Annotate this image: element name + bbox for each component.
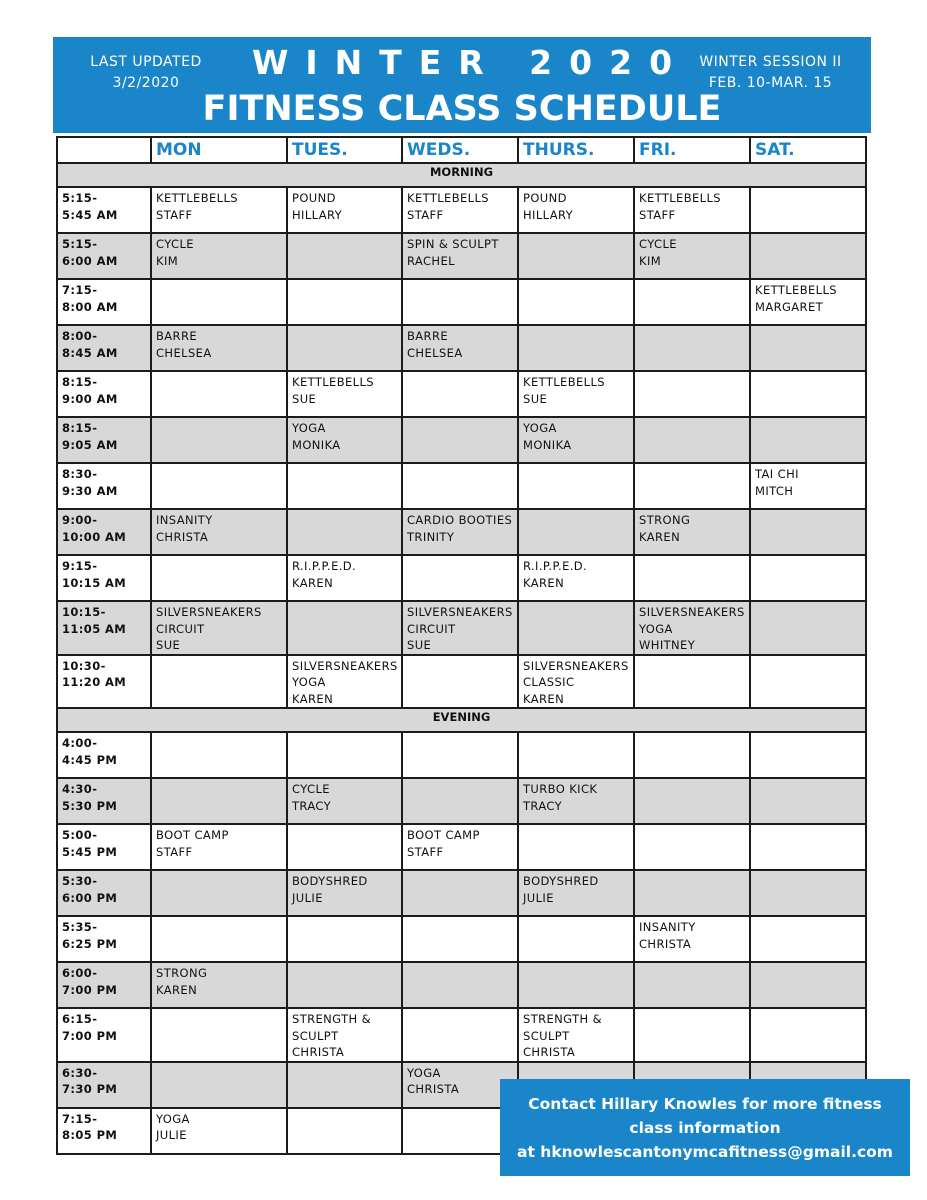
class-cell-fri — [634, 778, 750, 824]
class-cell-wed — [402, 463, 518, 509]
day-header-fri: FRI. — [634, 137, 750, 163]
class-cell-wed — [402, 916, 518, 962]
schedule-row — [57, 962, 866, 1008]
class-cell-sat — [750, 371, 866, 417]
class-cell-tue: CYCLE TRACY — [287, 778, 402, 824]
schedule-row — [57, 732, 866, 778]
season-title: WINTER 2020 — [251, 43, 690, 82]
class-cell-tue — [287, 1108, 402, 1154]
class-cell-mon — [151, 870, 287, 916]
class-cell-thu — [518, 601, 634, 655]
day-header-tue: TUES. — [287, 137, 402, 163]
class-cell-fri: STRONG KAREN — [634, 509, 750, 555]
class-cell-tue — [287, 463, 402, 509]
class-cell-mon — [151, 371, 287, 417]
class-cell-tue: YOGA MONIKA — [287, 417, 402, 463]
class-cell-mon: YOGA JULIE — [151, 1108, 287, 1154]
class-cell-fri — [634, 1008, 750, 1062]
class-cell-tue: SILVERSNEAKERS YOGA KAREN — [287, 655, 402, 709]
class-cell-sat — [750, 732, 866, 778]
time-slot: 6:00- 7:00 PM — [57, 962, 151, 1008]
time-slot: 10:15- 11:05 AM — [57, 601, 151, 655]
time-slot: 7:15- 8:05 PM — [57, 1108, 151, 1154]
schedule-row — [57, 417, 866, 463]
class-cell-mon: CYCLE KIM — [151, 233, 287, 279]
class-cell-wed: CARDIO BOOTIES TRINITY — [402, 509, 518, 555]
schedule-title: FITNESS CLASS SCHEDULE — [202, 89, 722, 129]
time-slot: 8:30- 9:30 AM — [57, 463, 151, 509]
class-cell-fri — [634, 824, 750, 870]
class-cell-mon — [151, 1008, 287, 1062]
day-header-row — [57, 137, 866, 163]
session-info — [688, 52, 853, 94]
class-cell-wed — [402, 279, 518, 325]
class-cell-wed — [402, 1008, 518, 1062]
class-cell-mon: BOOT CAMP STAFF — [151, 824, 287, 870]
class-cell-sat — [750, 824, 866, 870]
class-cell-mon — [151, 778, 287, 824]
class-cell-mon — [151, 463, 287, 509]
schedule-row — [57, 279, 866, 325]
class-cell-thu: STRENGTH & SCULPT CHRISTA — [518, 1008, 634, 1062]
schedule-row — [57, 509, 866, 555]
class-cell-mon — [151, 655, 287, 709]
day-header-sat: SAT. — [750, 137, 866, 163]
contact-email[interactable]: at hknowlescantonymcafitness@gmail.com — [517, 1142, 893, 1161]
class-cell-sat — [750, 233, 866, 279]
class-cell-wed — [402, 555, 518, 601]
schedule-row — [57, 463, 866, 509]
time-slot: 5:30- 6:00 PM — [57, 870, 151, 916]
class-cell-wed: SILVERSNEAKERS CIRCUIT SUE — [402, 601, 518, 655]
class-cell-tue: KETTLEBELLS SUE — [287, 371, 402, 417]
time-slot: 7:15- 8:00 AM — [57, 279, 151, 325]
class-cell-wed — [402, 870, 518, 916]
class-cell-thu: KETTLEBELLS SUE — [518, 371, 634, 417]
class-cell-tue: STRENGTH & SCULPT CHRISTA — [287, 1008, 402, 1062]
class-cell-tue — [287, 732, 402, 778]
class-cell-thu: TURBO KICK TRACY — [518, 778, 634, 824]
class-cell-sat — [750, 555, 866, 601]
time-slot: 6:15- 7:00 PM — [57, 1008, 151, 1062]
class-cell-thu: R.I.P.P.E.D. KAREN — [518, 555, 634, 601]
class-cell-sat — [750, 778, 866, 824]
corner-cell — [57, 137, 151, 163]
time-slot: 5:00- 5:45 PM — [57, 824, 151, 870]
class-cell-tue — [287, 279, 402, 325]
class-cell-thu: SILVERSNEAKERS CLASSIC KAREN — [518, 655, 634, 709]
class-cell-tue — [287, 509, 402, 555]
schedule-row — [57, 655, 866, 709]
class-cell-fri — [634, 371, 750, 417]
schedule-row — [57, 233, 866, 279]
class-cell-tue — [287, 325, 402, 371]
schedule-row — [57, 824, 866, 870]
schedule-row — [57, 325, 866, 371]
time-slot: 9:00- 10:00 AM — [57, 509, 151, 555]
contact-line2: class information — [629, 1118, 781, 1137]
time-slot: 4:30- 5:30 PM — [57, 778, 151, 824]
evening-section-header — [57, 708, 866, 732]
class-cell-fri: INSANITY CHRISTA — [634, 916, 750, 962]
class-cell-wed — [402, 962, 518, 1008]
schedule-row — [57, 870, 866, 916]
session-dates: FEB. 10-MAR. 15 — [708, 75, 833, 91]
class-cell-tue — [287, 233, 402, 279]
class-cell-thu — [518, 325, 634, 371]
schedule-row — [57, 601, 866, 655]
class-cell-wed — [402, 417, 518, 463]
class-cell-wed — [402, 655, 518, 709]
day-header-wed: WEDS. — [402, 137, 518, 163]
class-cell-tue: BODYSHRED JULIE — [287, 870, 402, 916]
class-cell-sat — [750, 325, 866, 371]
class-cell-fri: SILVERSNEAKERS YOGA WHITNEY — [634, 601, 750, 655]
schedule-row — [57, 371, 866, 417]
class-cell-sat — [750, 601, 866, 655]
class-cell-tue — [287, 916, 402, 962]
class-cell-thu — [518, 732, 634, 778]
class-cell-sat — [750, 962, 866, 1008]
class-cell-sat — [750, 509, 866, 555]
class-cell-fri — [634, 417, 750, 463]
class-cell-thu — [518, 279, 634, 325]
time-slot: 8:00- 8:45 AM — [57, 325, 151, 371]
class-cell-wed: BOOT CAMP STAFF — [402, 824, 518, 870]
class-cell-wed — [402, 732, 518, 778]
schedule-row — [57, 187, 866, 233]
class-cell-mon — [151, 916, 287, 962]
class-cell-tue — [287, 601, 402, 655]
time-slot: 4:00- 4:45 PM — [57, 732, 151, 778]
schedule-table — [56, 136, 867, 1155]
class-cell-mon — [151, 732, 287, 778]
class-cell-thu — [518, 962, 634, 1008]
time-slot: 5:35- 6:25 PM — [57, 916, 151, 962]
class-cell-sat — [750, 187, 866, 233]
class-cell-wed: YOGA CHRISTA — [402, 1062, 518, 1108]
class-cell-fri — [634, 463, 750, 509]
time-slot: 10:30- 11:20 AM — [57, 655, 151, 709]
class-cell-fri — [634, 732, 750, 778]
schedule-row — [57, 555, 866, 601]
class-cell-sat — [750, 916, 866, 962]
class-cell-fri — [634, 325, 750, 371]
time-slot: 5:15- 5:45 AM — [57, 187, 151, 233]
class-cell-thu: YOGA MONIKA — [518, 417, 634, 463]
class-cell-fri: CYCLE KIM — [634, 233, 750, 279]
class-cell-thu — [518, 916, 634, 962]
class-cell-wed: KETTLEBELLS STAFF — [402, 187, 518, 233]
class-cell-fri: KETTLEBELLS STAFF — [634, 187, 750, 233]
class-cell-mon — [151, 417, 287, 463]
schedule-row — [57, 1008, 866, 1062]
class-cell-mon — [151, 555, 287, 601]
last-updated-label: LAST UPDATED — [90, 54, 202, 70]
class-cell-mon — [151, 1062, 287, 1108]
class-cell-mon: STRONG KAREN — [151, 962, 287, 1008]
evening-section-header-label: EVENING — [57, 708, 866, 732]
class-cell-thu: POUND HILLARY — [518, 187, 634, 233]
class-cell-wed — [402, 371, 518, 417]
contact-box — [500, 1079, 910, 1176]
class-cell-thu — [518, 233, 634, 279]
class-cell-wed: BARRE CHELSEA — [402, 325, 518, 371]
class-cell-thu — [518, 509, 634, 555]
class-cell-sat — [750, 417, 866, 463]
time-slot: 8:15- 9:05 AM — [57, 417, 151, 463]
class-cell-mon: INSANITY CHRISTA — [151, 509, 287, 555]
class-cell-sat: KETTLEBELLS MARGARET — [750, 279, 866, 325]
header-banner — [53, 37, 871, 133]
time-slot: 8:15- 9:00 AM — [57, 371, 151, 417]
morning-section-header — [57, 163, 866, 187]
schedule-row — [57, 916, 866, 962]
class-cell-wed — [402, 778, 518, 824]
session-label: WINTER SESSION II — [699, 54, 842, 70]
day-header-mon: MON — [151, 137, 287, 163]
schedule-row — [57, 778, 866, 824]
class-cell-mon: BARRE CHELSEA — [151, 325, 287, 371]
time-slot: 6:30- 7:30 PM — [57, 1062, 151, 1108]
class-cell-mon: SILVERSNEAKERS CIRCUIT SUE — [151, 601, 287, 655]
class-cell-mon — [151, 279, 287, 325]
class-cell-mon: KETTLEBELLS STAFF — [151, 187, 287, 233]
class-cell-tue — [287, 1062, 402, 1108]
last-updated-date: 3/2/2020 — [112, 75, 180, 91]
morning-section-header-label: MORNING — [57, 163, 866, 187]
class-cell-sat: TAI CHI MITCH — [750, 463, 866, 509]
class-cell-sat — [750, 655, 866, 709]
class-cell-tue — [287, 962, 402, 1008]
class-cell-thu — [518, 824, 634, 870]
class-cell-tue: R.I.P.P.E.D. KAREN — [287, 555, 402, 601]
class-cell-tue: POUND HILLARY — [287, 187, 402, 233]
class-cell-fri — [634, 870, 750, 916]
day-header-thu: THURS. — [518, 137, 634, 163]
class-cell-fri — [634, 962, 750, 1008]
class-cell-sat — [750, 870, 866, 916]
time-slot: 5:15- 6:00 AM — [57, 233, 151, 279]
class-cell-sat — [750, 1008, 866, 1062]
class-cell-thu — [518, 463, 634, 509]
class-cell-tue — [287, 824, 402, 870]
class-cell-fri — [634, 279, 750, 325]
time-slot: 9:15- 10:15 AM — [57, 555, 151, 601]
class-cell-wed: SPIN & SCULPT RACHEL — [402, 233, 518, 279]
class-cell-thu: BODYSHRED JULIE — [518, 870, 634, 916]
class-cell-fri — [634, 555, 750, 601]
contact-line1: Contact Hillary Knowles for more fitness — [528, 1094, 882, 1113]
class-cell-fri — [634, 655, 750, 709]
